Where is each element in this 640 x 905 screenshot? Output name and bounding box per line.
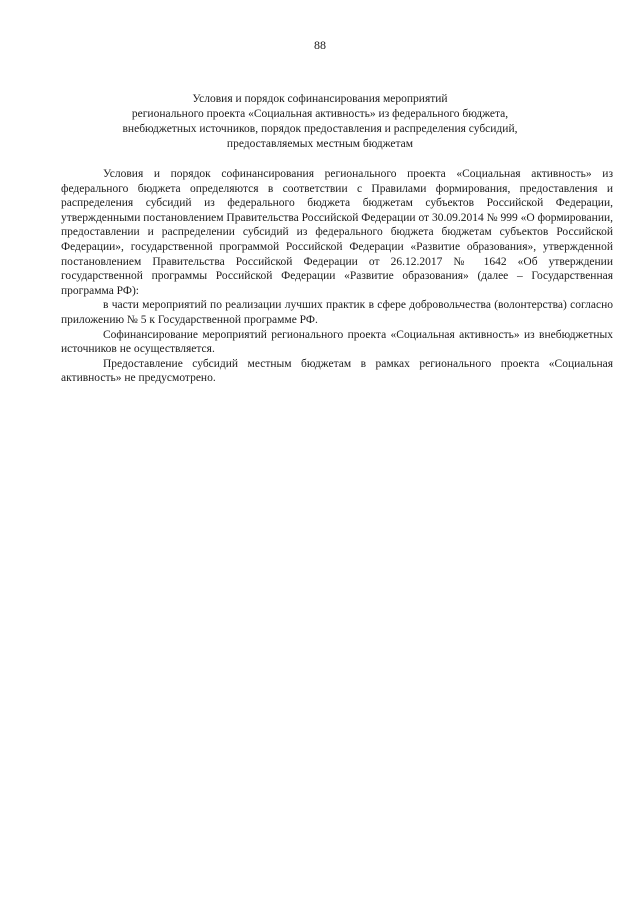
paragraph: Условия и порядок софинансирования регионального проекта «Социальная активность» из федерального бюджета определяются в соответствии с Правилами формирования, предоставления и распределения субсидий из федерального бюджета бюджетам субъектов Российской Федерации, утвержденными постановлением Правительства Российской Федерации от 30.09.2014 № 999 «О формировании, предоставлении и распределении субсидий из федерального бюджета бюджетам субъектов Российской Федерации», государственной программой Российской Федерации «Развитие образования», утвержденной постановлением Правительства Российской Федерации от 26.12.2017 № 1642 «Об утверждении государственной программы Российской Федерации «Развитие образования» (далее – Государственная программа РФ):	[61, 168, 613, 297]
title-line: предоставляемых местным бюджетам	[226, 138, 414, 150]
paragraph: в части мероприятий по реализации лучших практик в сфере добровольчества (волонтерства) согласно приложению № 5 к Государственной программе РФ.	[61, 299, 613, 326]
paragraph: Предоставление субсидий местным бюджетам в рамках регионального проекта «Социальная активность» не предусмотрено.	[61, 357, 613, 385]
paragraph: Софинансирование мероприятий регионального проекта «Социальная активность» из внебюджетных источников не осуществляется.	[61, 328, 613, 356]
title-line: внебюджетных источников, порядок предоставления и распределения субсидий,	[122, 123, 518, 135]
title-line: Условия и порядок софинансирования мероприятий	[192, 93, 448, 105]
title-line: регионального проекта «Социальная активность» из федерального бюджета,	[131, 108, 509, 120]
section-title	[100, 92, 540, 152]
document-body	[61, 167, 613, 386]
page-number: 88	[314, 38, 326, 52]
